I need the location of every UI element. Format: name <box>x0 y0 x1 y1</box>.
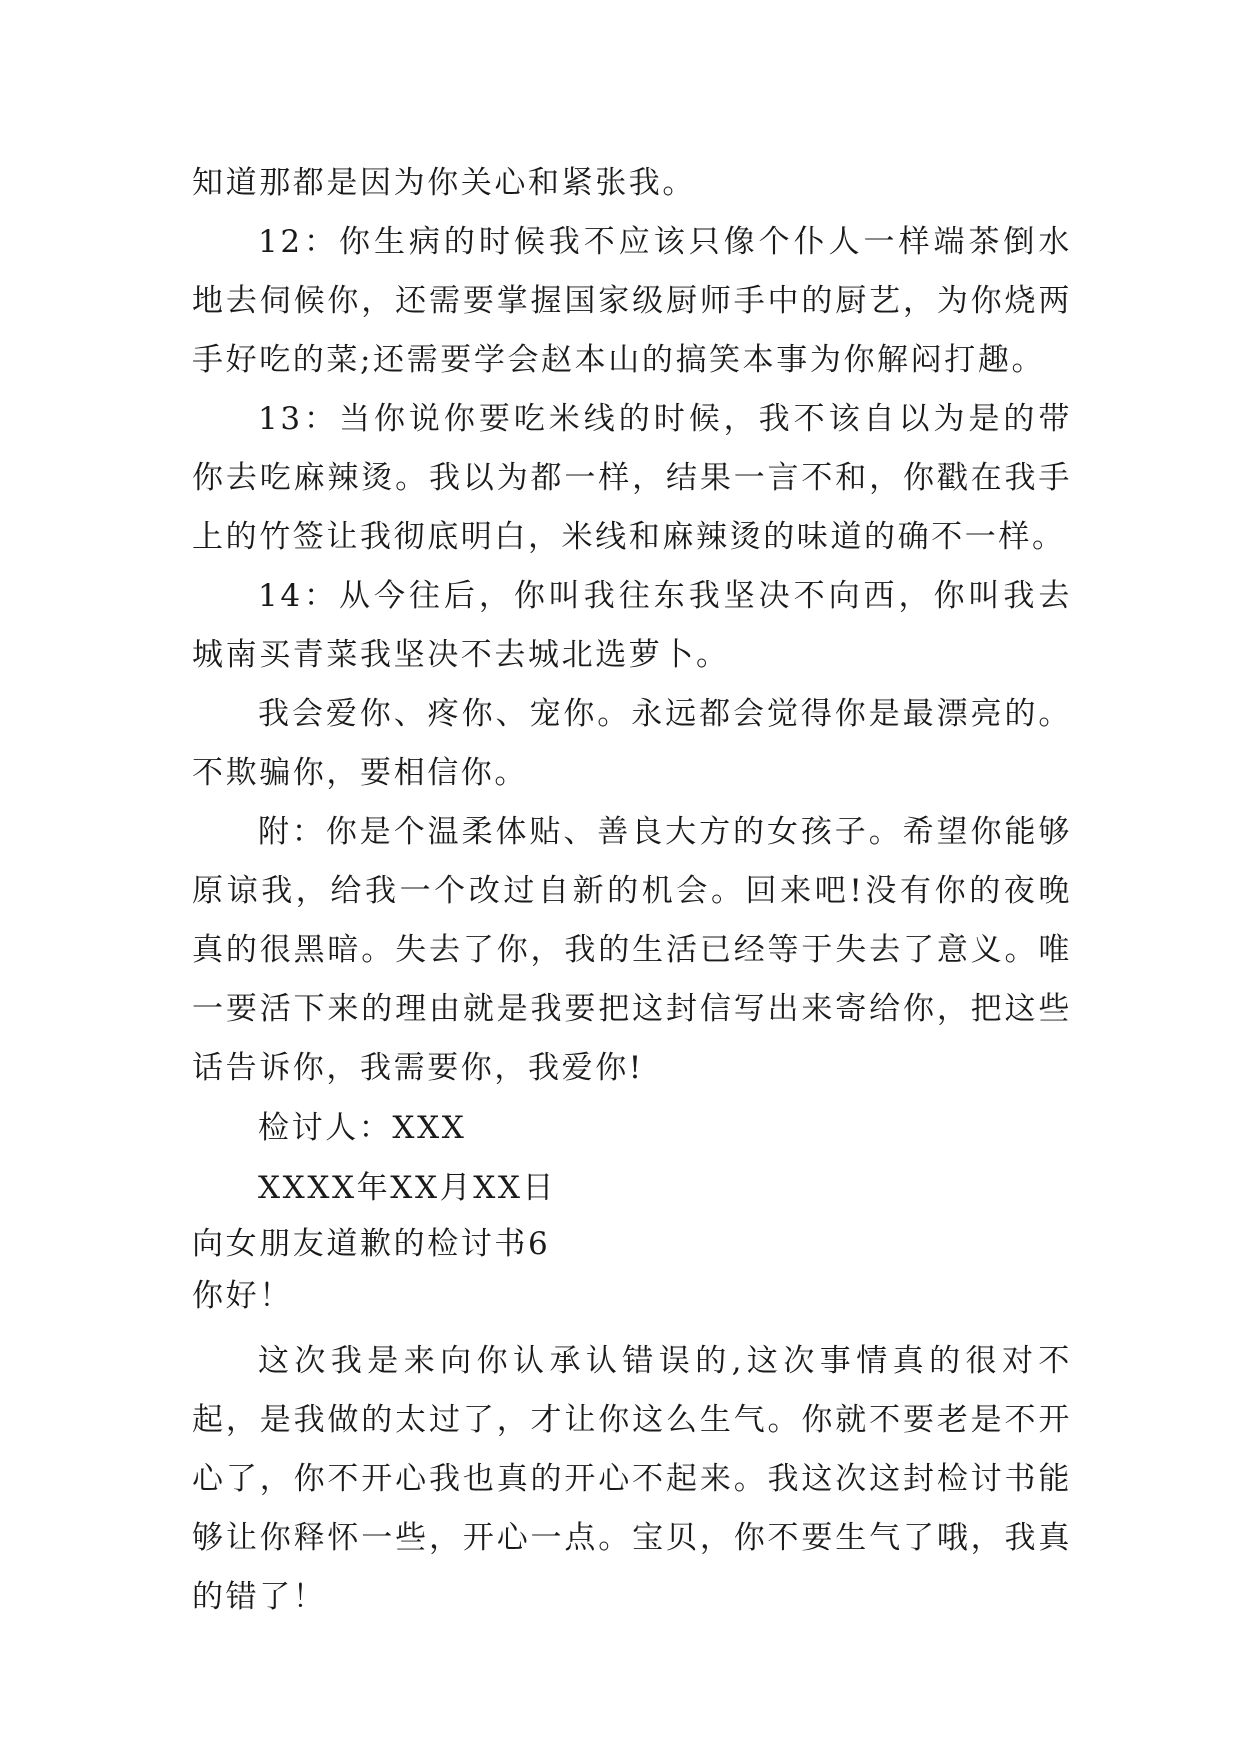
document-content <box>192 154 1072 1627</box>
paragraph-continuation: 知道那都是因为你关心和紧张我。 <box>192 165 696 201</box>
paragraph-item-12: 12：你生病的时候我不应该只像个仆人一样端茶倒水地去伺候你，还需要掌握国家级厨师手中的厨艺，为你烧两手好吃的菜;还需要学会赵本山的搞笑本事为你解闷打趣。 <box>192 224 1072 378</box>
body-paragraph: 这次我是来向你认承认错误的,这次事情真的很对不起，是我做的太过了，才让你这么生气。你就不要老是不开心了，你不开心我也真的开心不起来。我这次这封检讨书能够让你释怀一些，开心一点。宝贝，你不要生气了哦，我真的错了！ <box>192 1343 1072 1615</box>
paragraph-postscript: 附：你是个温柔体贴、善良大方的女孩子。希望你能够原谅我，给我一个改过自新的机会。回来吧!没有你的夜晚真的很黑暗。失去了你，我的生活已经等于失去了意义。唯一要活下来的理由就是我要把这封信写出来寄给你，把这些话告诉你，我需要你，我爱你! <box>192 814 1072 1086</box>
paragraph-item-13: 13：当你说你要吃米线的时候，我不该自以为是的带你去吃麻辣烫。我以为都一样，结果一言不和，你戳在我手上的竹签让我彻底明白，米线和麻辣烫的味道的确不一样。 <box>192 401 1072 555</box>
section-title: 向女朋友道歉的检讨书6 <box>192 1226 551 1262</box>
greeting: 你好！ <box>192 1278 293 1314</box>
paragraph-promise: 我会爱你、疼你、宠你。永远都会觉得你是最漂亮的。不欺骗你，要相信你。 <box>192 696 1072 791</box>
paragraph-item-14: 14：从今往后，你叫我往东我坚决不向西，你叫我去城南买青菜我坚决不去城北选萝卜。 <box>192 578 1072 673</box>
signature-date: XXXX年XX月XX日 <box>258 1170 557 1206</box>
signature-reviewer: 检讨人：XXX <box>258 1110 467 1146</box>
